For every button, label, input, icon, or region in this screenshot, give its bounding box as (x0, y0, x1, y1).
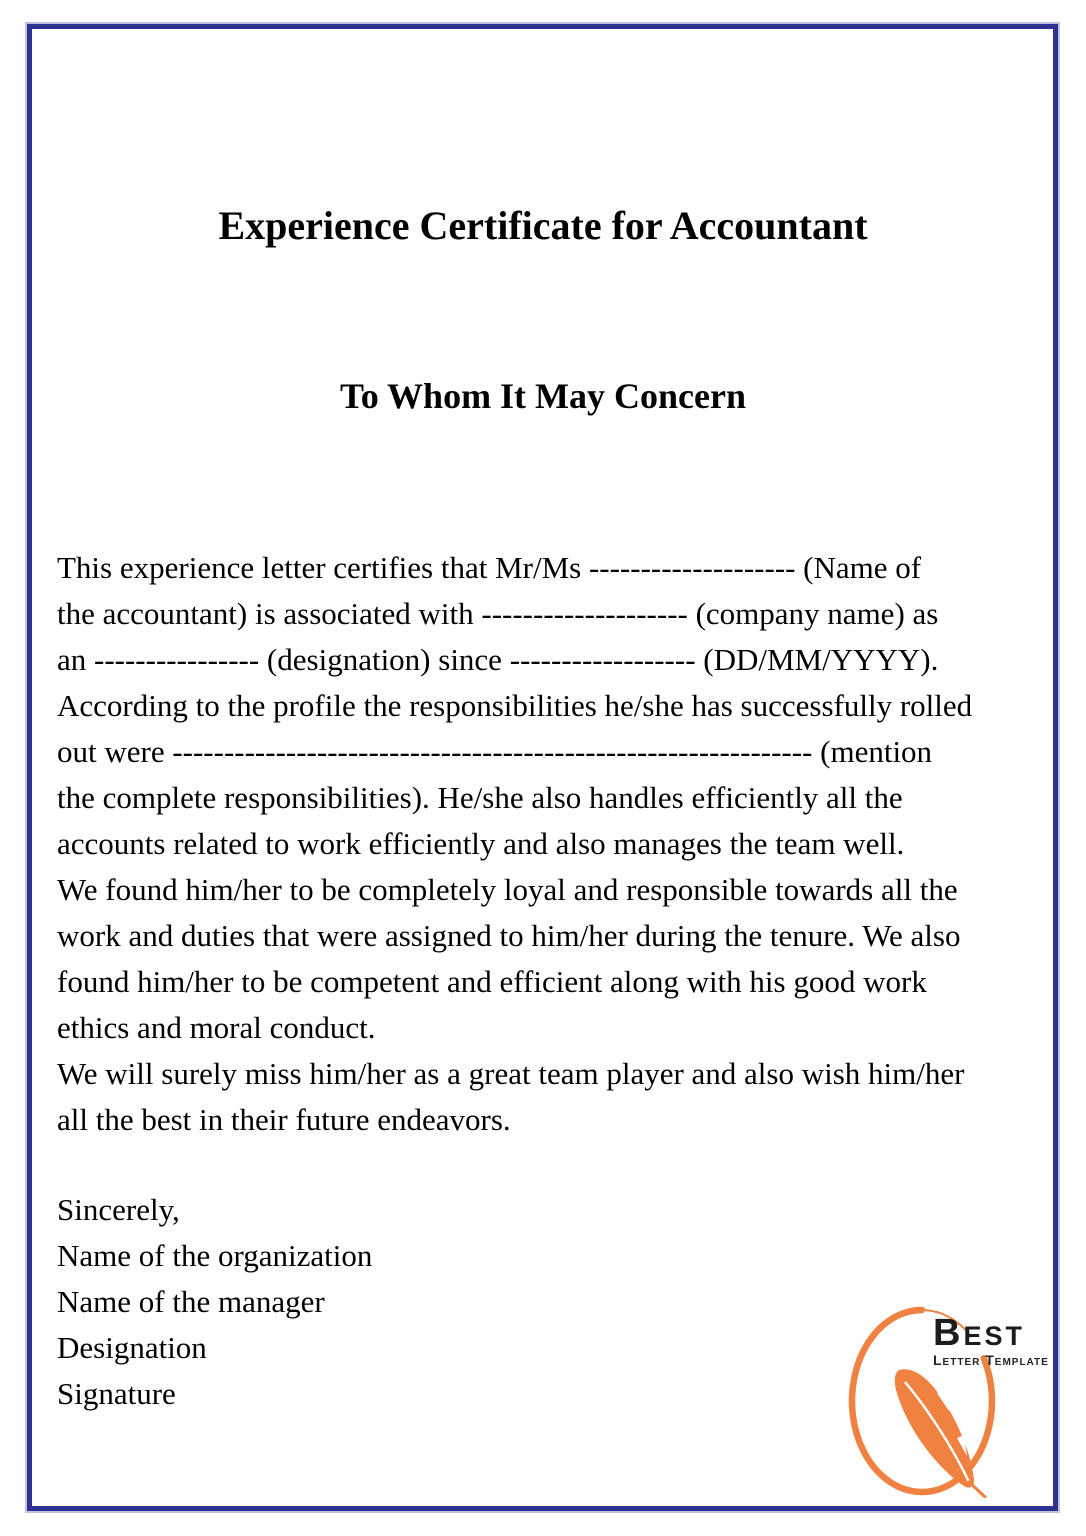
body-line: ethics and moral conduct. (57, 1010, 376, 1045)
logo-wordmark (933, 1312, 1025, 1355)
body-line: We will surely miss him/her as a great team player and also wish him/her (57, 1056, 965, 1091)
logo-subtitle: Letter Template (933, 1352, 1049, 1368)
body-line: This experience letter certifies that Mr/Ms -------------------- (Name of (57, 550, 922, 585)
body-line: out were -------------------------------------------------------------- (mention (57, 734, 933, 769)
signature-line-designation: Designation (57, 1330, 207, 1365)
signature-line-manager: Name of the manager (57, 1284, 325, 1319)
body-line: According to the profile the responsibilities he/she has successfully rolled (57, 688, 973, 723)
brand-logo (843, 1298, 1053, 1498)
logo-wordmark-initial: B (933, 1312, 964, 1354)
body-line: the accountant) is associated with -------------------- (company name) as (57, 596, 939, 631)
body-line: We found him/her to be completely loyal and responsible towards all the (57, 872, 958, 907)
signature-line-signature: Signature (57, 1376, 176, 1411)
signature-block (57, 1187, 657, 1417)
body-line: the complete responsibilities). He/she also handles efficiently all the (57, 780, 903, 815)
body-paragraph (57, 545, 1047, 1143)
body-line: work and duties that were assigned to him/her during the tenure. We also (57, 918, 961, 953)
logo-wordmark-rest: EST (963, 1321, 1025, 1351)
salutation-heading: To Whom It May Concern (339, 376, 747, 416)
body-line: found him/her to be competent and efficient along with his good work (57, 964, 927, 999)
signature-line-sincerely: Sincerely, (57, 1192, 180, 1227)
body-line: accounts related to work efficiently and also manages the team well. (57, 826, 905, 861)
body-line: an ---------------- (designation) since ------------------ (DD/MM/YYYY). (57, 642, 939, 677)
signature-line-organization: Name of the organization (57, 1238, 373, 1273)
certificate-title: Experience Certificate for Accountant (218, 203, 868, 248)
body-line: all the best in their future endeavors. (57, 1102, 511, 1137)
